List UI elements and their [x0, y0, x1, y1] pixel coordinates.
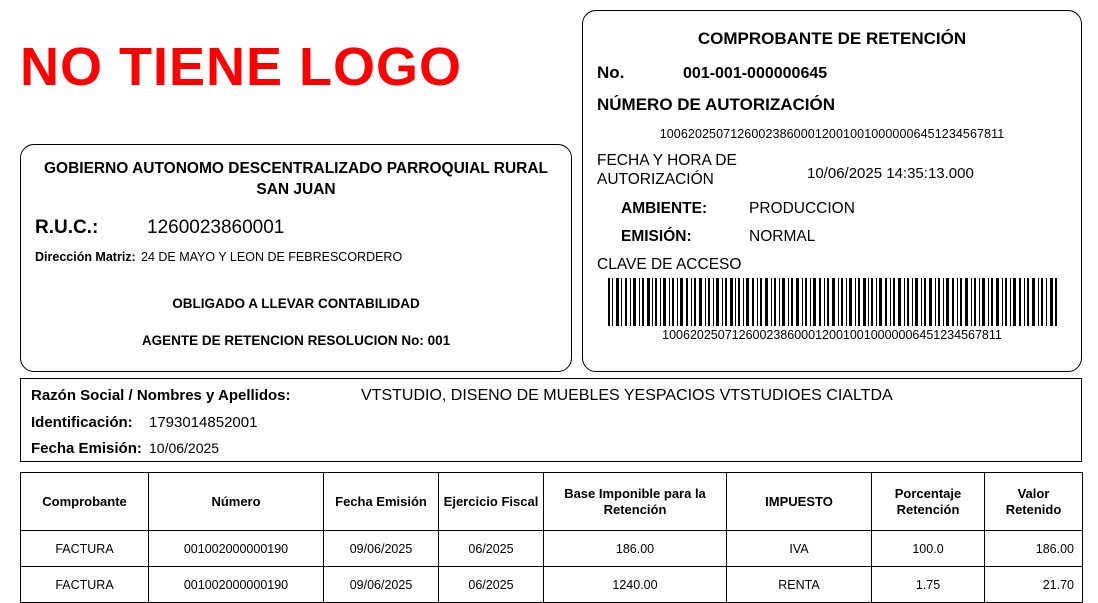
authorization-title: NÚMERO DE AUTORIZACIÓN: [597, 95, 835, 114]
cell-base: 186.00: [544, 531, 727, 567]
receipt-info-box: [582, 10, 1082, 372]
authorization-number: 1006202507126002386000120010010000006451234567811: [659, 127, 1005, 141]
cell-porcentaje: 1.75: [872, 567, 985, 603]
col-header-base-imponible: Base Imponible para la Retención: [544, 473, 727, 531]
authorization-date-label: FECHA Y HORA DE AUTORIZACIÓN: [597, 152, 737, 189]
ambiente-value: PRODUCCION: [749, 199, 855, 217]
table-row: [21, 567, 1083, 603]
client-name-label: Razón Social / Nombres y Apellidos:: [31, 387, 291, 404]
client-info-box: [20, 378, 1082, 462]
accounting-obligation-note: OBLIGADO A LLEVAR CONTABILIDAD: [172, 295, 420, 311]
ambiente-row: [597, 200, 1067, 218]
issuer-name: GOBIERNO AUTONOMO DESCENTRALIZADO PARROQUIAL RURAL SAN JUAN: [43, 160, 549, 198]
logo-placeholder-text: NO TIENE LOGO: [20, 37, 463, 97]
client-id-value: 1793014852001: [149, 414, 258, 431]
client-id-label: Identificación:: [31, 414, 133, 431]
client-issue-date-value: 10/06/2025: [149, 440, 220, 456]
cell-valor: 21.70: [985, 567, 1083, 603]
authorization-date-value: 10/06/2025 14:35:13.000: [807, 165, 974, 182]
col-header-valor-retenido: Valor Retenido: [985, 473, 1083, 531]
issuer-address-label: Dirección Matriz:: [35, 249, 136, 264]
issuer-ruc-label: R.U.C.:: [35, 216, 99, 238]
client-id-row: [31, 414, 1071, 431]
retention-details-table: [20, 472, 1083, 603]
cell-impuesto: IVA: [727, 531, 872, 567]
cell-ejercicio: 06/2025: [439, 567, 544, 603]
col-header-comprobante: Comprobante: [21, 473, 149, 531]
issuer-ruc-row: [35, 217, 557, 239]
col-header-porcentaje: Porcentaje Retención: [872, 473, 985, 531]
client-name-value: VTSTUDIO, DISENO DE MUEBLES YESPACIOS VTSTUDIOES CIALTDA: [361, 387, 893, 404]
barcode-image: [606, 278, 1058, 326]
col-header-numero: Número: [149, 473, 324, 531]
receipt-number-label: No.: [597, 63, 625, 82]
table-header-row: [21, 473, 1083, 531]
receipt-number-value: 001-001-000000645: [683, 65, 828, 82]
emision-label: EMISIÓN:: [621, 227, 692, 245]
authorization-date-row: [597, 151, 1067, 190]
issuer-info-box: [20, 144, 572, 372]
receipt-number-row: [597, 63, 1067, 83]
access-key-label: CLAVE DE ACCESO: [597, 255, 742, 273]
ambiente-label: AMBIENTE:: [621, 199, 708, 217]
cell-comprobante: FACTURA: [21, 567, 149, 603]
col-header-ejercicio-fiscal: Ejercicio Fiscal: [439, 473, 544, 531]
cell-numero: 001002000000190: [149, 567, 324, 603]
retention-agent-note: AGENTE DE RETENCION RESOLUCION No: 001: [141, 332, 451, 348]
col-header-fecha-emision: Fecha Emisión: [324, 473, 439, 531]
issuer-address-value: 24 DE MAYO Y LEON DE FEBRESCORDERO: [141, 249, 403, 264]
table-row: [21, 531, 1083, 567]
cell-impuesto: RENTA: [727, 567, 872, 603]
details-table-wrapper: [20, 472, 1082, 603]
cell-ejercicio: 06/2025: [439, 531, 544, 567]
client-name-row: [31, 387, 1071, 405]
receipt-title: COMPROBANTE DE RETENCIÓN: [697, 29, 967, 48]
cell-fecha: 09/06/2025: [324, 531, 439, 567]
cell-valor: 186.00: [985, 531, 1083, 567]
issuer-ruc-value: 1260023860001: [147, 216, 285, 238]
client-issue-date-row: [31, 440, 1071, 457]
cell-numero: 001002000000190: [149, 531, 324, 567]
cell-comprobante: FACTURA: [21, 531, 149, 567]
cell-porcentaje: 100.0: [872, 531, 985, 567]
emision-row: [597, 228, 1067, 246]
col-header-impuesto: IMPUESTO: [727, 473, 872, 531]
emision-value: NORMAL: [749, 227, 816, 245]
cell-base: 1240.00: [544, 567, 727, 603]
access-key-value: 1006202507126002386000120010010000006451234567811: [662, 327, 1002, 342]
cell-fecha: 09/06/2025: [324, 567, 439, 603]
client-issue-date-label: Fecha Emisión:: [31, 440, 142, 457]
issuer-address-row: [35, 249, 557, 266]
